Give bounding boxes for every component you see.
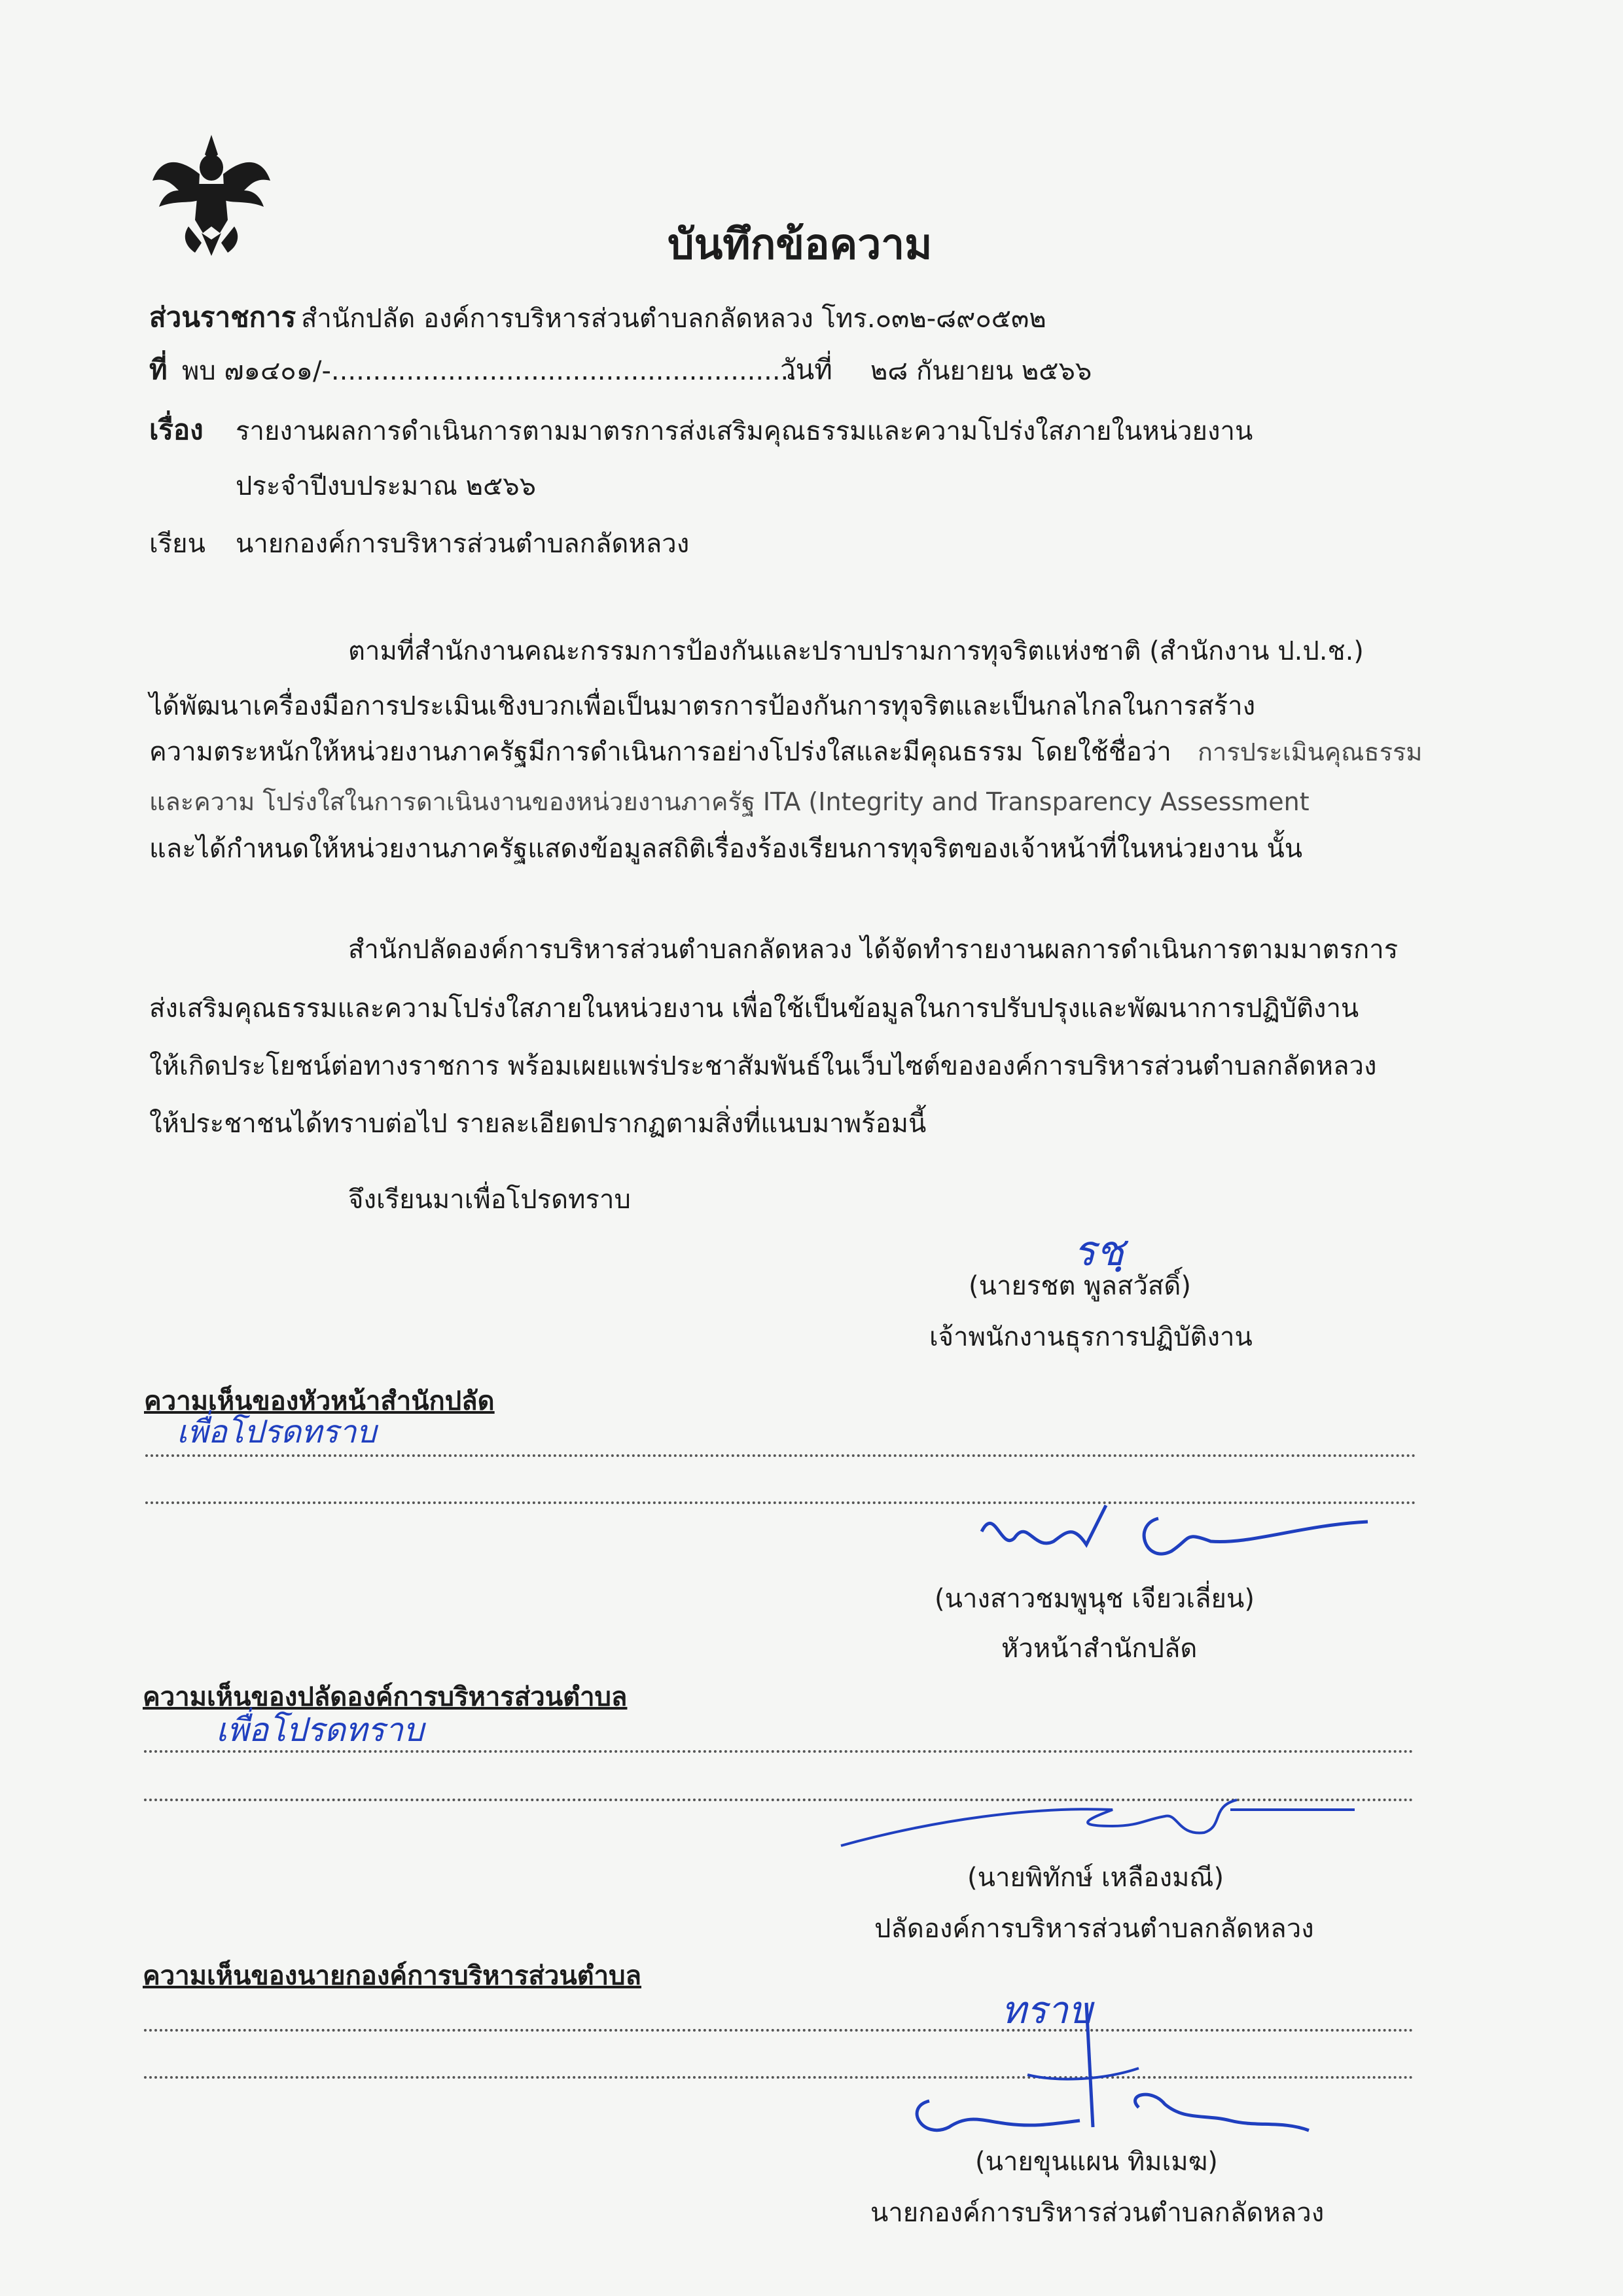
section1-heading: ความเห็นของหัวหน้าสำนักปลัด	[144, 1386, 495, 1416]
section3-signature	[903, 1990, 1322, 2147]
signatory1-initials: รชฺ	[1073, 1227, 1124, 1276]
body-p1-line-3b: การประเมินคุณธรรม	[1198, 738, 1423, 766]
subject-line-2: ประจำปีงบประมาณ ๒๕๖๖	[236, 471, 537, 501]
section1-position: หัวหน้าสำนักปลัด	[1001, 1634, 1198, 1664]
section3-name: (นายขุนแผน ทิมเมฆ)	[975, 2147, 1218, 2177]
garuda-emblem-icon	[149, 128, 274, 259]
body-p1-line-2: ได้พัฒนาเครื่องมือการประเมินเชิงบวกเพื่อเป็นมาตรการป้องกันการทุจริตและเป็นกลไกลในการสร้าง	[149, 691, 1256, 721]
ref-label: ที่	[149, 353, 168, 386]
section1-line-1	[145, 1454, 1416, 1457]
section2-line-1	[144, 1750, 1414, 1753]
signatory1-position: เจ้าพนักงานธุรการปฏิบัติงาน	[929, 1322, 1253, 1352]
body-p2-line-4: ให้ประชาชนได้ทราบต่อไป รายละเอียดปรากฏตามสิ่งที่แนบมาพร้อมนี้	[149, 1109, 927, 1139]
subject-line-1: รายงานผลการดำเนินการตามมาตรการส่งเสริมคุณธรรมและความโปร่งใสภายในหน่วยงาน	[236, 416, 1253, 446]
agency-label: ส่วนราชการ	[149, 301, 296, 333]
section2-name: (นายพิทักษ์ เหลืองมณี)	[967, 1863, 1224, 1893]
agency-value: สำนักปลัด องค์การบริหารส่วนตำบลกลัดหลวง โทร.๐๓๒-๘๙๐๕๓๒	[301, 304, 1046, 334]
section2-position: ปลัดองค์การบริหารส่วนตำบลกลัดหลวง	[874, 1914, 1314, 1944]
signatory1-name: (นายรชต พูลสวัสดิ์)	[969, 1271, 1191, 1301]
ref-value: พบ ๗๑๔๐๑/-........................................................	[182, 356, 797, 386]
to-label: เรียน	[149, 529, 205, 559]
closing-text: จึงเรียนมาเพื่อโปรดทราบ	[348, 1185, 631, 1215]
body-p2-line-2: ส่งเสริมคุณธรรมและความโปร่งใสภายในหน่วยงาน เพื่อใช้เป็นข้อมูลในการปรับปรุงและพัฒนาการปฏิบัติงาน	[149, 994, 1359, 1024]
section3-heading: ความเห็นของนายกองค์การบริหารส่วนตำบล	[143, 1961, 642, 1991]
section3-handwritten: ทราบ	[1001, 1988, 1092, 2032]
document-title: บันทึกข้อความ	[668, 221, 933, 269]
section3-position: นายกองค์การบริหารส่วนตำบลกลัดหลวง	[870, 2198, 1325, 2228]
subject-label: เรื่อง	[149, 414, 204, 446]
body-p1-line-5: และได้กำหนดให้หน่วยงานภาครัฐแสดงข้อมูลสถิติเรื่องร้องเรียนการทุจริตของเจ้าหน้าที่ในหน่วยงาน นั้น	[149, 834, 1303, 864]
section1-handwritten: เพื่อโปรดทราบ	[177, 1414, 376, 1450]
section2-handwritten: เพื่อโปรดทราบ	[216, 1711, 424, 1749]
date-label: วันที่	[780, 353, 832, 386]
body-p1-line-3: ความตระหนักให้หน่วยงานภาครัฐมีการดำเนินการอย่างโปร่งใสและมีคุณธรรม โดยใช้ชื่อว่า	[149, 737, 1171, 767]
section2-heading: ความเห็นของปลัดองค์การบริหารส่วนตำบล	[143, 1682, 628, 1712]
body-p1-line-4: และความ โปร่งใสในการดาเนินงานของหน่วยงานภาครัฐ ITA (Integrity and Transparency Assessment	[149, 787, 1310, 816]
to-value: นายกองค์การบริหารส่วนตำบลกลัดหลวง	[236, 529, 690, 559]
date-value: ๒๘ กันยายน ๒๕๖๖	[870, 356, 1092, 386]
body-p1-line-1: ตามที่สำนักงานคณะกรรมการป้องกันและปราบปรามการทุจริตแห่งชาติ (สำนักงาน ป.ป.ช.)	[348, 636, 1364, 666]
section1-name: (นางสาวชมพูนุช เจียวเลี่ยน)	[935, 1584, 1255, 1614]
section2-signature	[838, 1780, 1361, 1859]
section1-signature	[975, 1492, 1368, 1571]
body-p2-line-1: สำนักปลัดองค์การบริหารส่วนตำบลกลัดหลวง ได้จัดทำรายงานผลการดำเนินการตามมาตรการ	[348, 935, 1399, 965]
body-p2-line-3: ให้เกิดประโยชน์ต่อทางราชการ พร้อมเผยแพร่ประชาสัมพันธ์ในเว็บไซต์ขององค์การบริหารส่วนตำบลกลัดหลวง	[149, 1051, 1377, 1081]
